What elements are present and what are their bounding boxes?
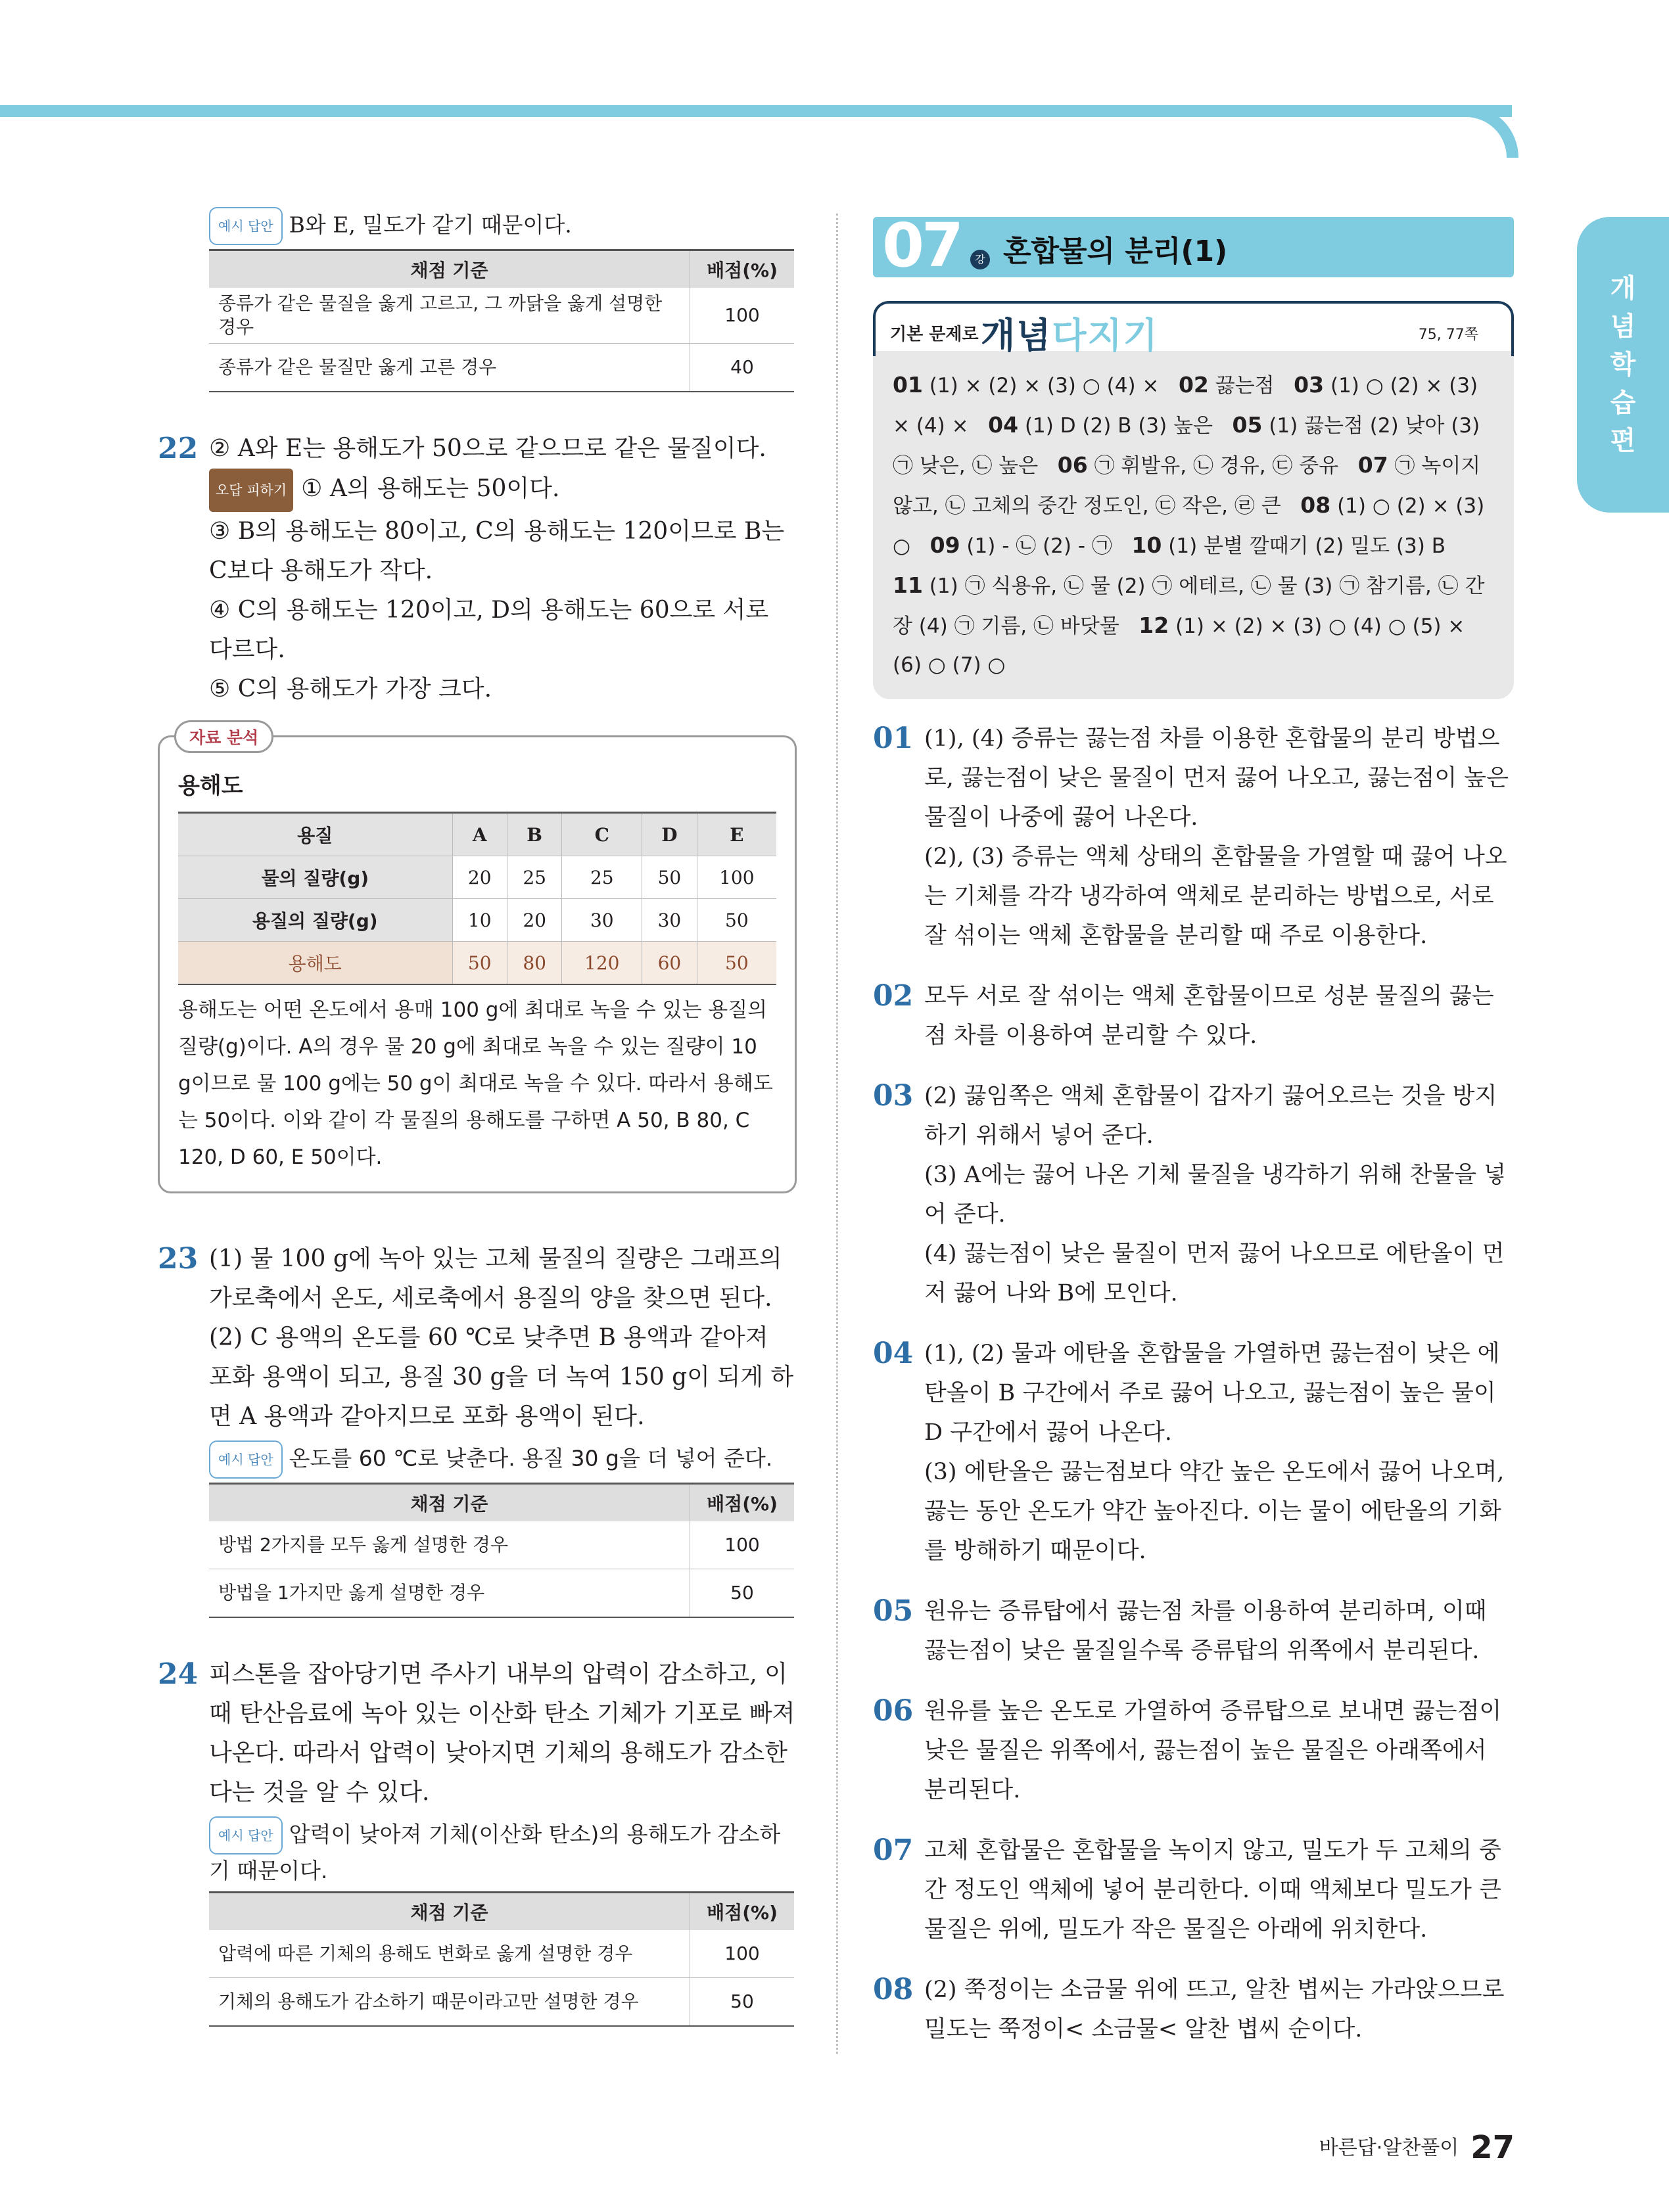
grading-score: 100 [690, 288, 795, 344]
grading-criteria: 압력에 따른 기체의 용해도 변화로 옳게 설명한 경우 [209, 1930, 690, 1978]
q24-example-text: 압력이 낮아져 기체(이산화 탄소)의 용해도가 감소하기 때문이다. [209, 1821, 781, 1883]
basic-answer-number: 11 [893, 572, 923, 598]
answer-line: 원유를 높은 온도로 가열하여 증류탑으로 보내면 끓는점이 낮은 물질은 위쪽에서, 끓는점이 높은 물질은 아래쪽에서 분리된다. [924, 1698, 1502, 1803]
basic-answer-number: 10 [1131, 532, 1162, 558]
answer-08 [873, 1970, 1514, 2049]
answer-03 [873, 1076, 1514, 1313]
basic-logo-b: 다지기 [1052, 315, 1159, 356]
table-cell: 25 [562, 856, 642, 899]
basic-answer-number: 09 [929, 532, 960, 558]
data-analysis-box [158, 728, 797, 1193]
grading-header-criteria: 채점 기준 [209, 1484, 690, 1522]
grading-criteria: 방법을 1가지만 옳게 설명한 경우 [209, 1569, 690, 1618]
table-cell: 30 [642, 899, 697, 942]
answer-line: (2) 끓임쪽은 액체 혼합물이 갑자기 끓어오르는 것을 방지하기 위해서 넣어 준다. [924, 1083, 1497, 1149]
column-divider [836, 214, 838, 2054]
table-cell: 20 [452, 856, 507, 899]
basic-answer-number: 05 [1232, 412, 1263, 438]
grading-criteria: 종류가 같은 물질만 옳게 고른 경우 [209, 344, 690, 392]
basic-answer-text: (1) ㉠ 식용유, ㉡ 물 (2) ㉠ 에테르, ㉡ 물 (3) ㉠ 참기름, ㉡ 간장 (4) ㉠ 기름, ㉡ 바닷물 [893, 574, 1485, 638]
answer-number: 01 [873, 722, 914, 755]
table-header-cell: D [642, 813, 697, 856]
basic-answer-text: (1) - ㉡ (2) - ㉠ [966, 534, 1112, 558]
basic-answer-text: (1) ○ (2) × (3) × (4) × [893, 374, 1478, 438]
grading-header-score: 배점(%) [690, 1893, 795, 1931]
basic-answer-text: (1) 끓는점 (2) 낮아 (3) ㉠ 낮은, ㉡ 높은 [893, 414, 1480, 478]
answer-number: 08 [873, 1973, 914, 2006]
basic-answer-text: (1) 분별 깔때기 (2) 밀도 (3) B [1168, 534, 1446, 558]
grading-header-criteria: 채점 기준 [209, 1893, 690, 1931]
table-cell: 30 [562, 899, 642, 942]
example-badge: 예시 답안 [209, 1440, 283, 1479]
answer-line: (3) A에는 끓어 나온 기체 물질을 냉각하기 위해 찬물을 넣어 준다. [924, 1162, 1506, 1228]
q23-line: (2) C 용액의 온도를 60 ℃로 낮추면 B 용액과 같아져 포화 용액이 되고, 용질 30 g을 더 녹여 150 g이 되게 하면 A 용액과 같아지므로 포화 용액이 된다. [209, 1324, 794, 1430]
question-number: 22 [158, 432, 199, 465]
side-tab-char: 념 [1610, 311, 1636, 342]
side-tab-char: 습 [1610, 388, 1636, 418]
table-cell: 25 [507, 856, 561, 899]
table-header-cell: E [697, 813, 776, 856]
q24-grading-table [209, 1891, 794, 2027]
solubility-table [178, 812, 776, 985]
q23-grading-table [209, 1483, 794, 1618]
question-22 [158, 429, 795, 709]
basic-pages: 75, 77쪽 [1418, 327, 1478, 343]
answer-06 [873, 1692, 1514, 1810]
page-number: 27 [1470, 2129, 1515, 2166]
grading-criteria: 종류가 같은 물질을 옳게 고르고, 그 까닭을 옳게 설명한 경우 [209, 288, 690, 344]
table-cell: 120 [562, 942, 642, 985]
table-cell: 50 [697, 899, 776, 942]
question-24 [158, 1655, 795, 1812]
basic-answer-number: 07 [1357, 452, 1388, 478]
answer-number: 02 [873, 979, 914, 1013]
q24-example [209, 1816, 795, 1887]
answer-04 [873, 1334, 1514, 1571]
basic-answer-text: (1) × (2) × (3) ○ (4) ○ (5) × (6) ○ (7) ○ [893, 614, 1465, 677]
basic-answer-text: (1) × (2) × (3) ○ (4) × [929, 374, 1160, 398]
grading-header-score: 배점(%) [690, 250, 795, 288]
table-header-cell: C [562, 813, 642, 856]
basic-logo [981, 308, 1159, 358]
table-cell: 용질의 질량(g) [178, 899, 452, 942]
grading-criteria: 기체의 용해도가 감소하기 때문이라고만 설명한 경우 [209, 1978, 690, 2027]
question-number: 24 [158, 1657, 199, 1691]
grading-score: 100 [690, 1930, 795, 1978]
section-header [873, 210, 1514, 281]
basic-answer-number: 01 [893, 372, 923, 398]
q22-wrong-line: ① A의 용해도는 50이다. [301, 475, 560, 502]
answer-line: (3) 에탄올은 끓는점보다 약간 높은 온도에서 끓어 나오며, 끓는 동안 온도가 약간 높아진다. 이는 물이 에탄올의 기화를 방해하기 때문이다. [924, 1459, 1505, 1564]
answer-line: (1), (2) 물과 에탄올 혼합물을 가열하면 끓는점이 낮은 에탄올이 B 구간에서 주로 끓어 나오고, 끓는점이 높은 물이 D 구간에서 끓어 나온다. [924, 1341, 1500, 1446]
q21-example-text: B와 E, 밀도가 같기 때문이다. [289, 212, 572, 238]
answer-01 [873, 719, 1514, 956]
basic-answer-text: (1) ○ (2) × (3) ○ [893, 494, 1485, 558]
basic-problems-header [873, 301, 1514, 356]
q22-wrong-line: ⑤ C의 용해도가 가장 크다. [209, 676, 492, 703]
answer-line: 모두 서로 잘 섞이는 액체 혼합물이므로 성분 물질의 끓는점 차를 이용하여 분리할 수 있다. [924, 983, 1494, 1049]
basic-logo-a: 개념 [981, 315, 1052, 356]
grading-score: 50 [690, 1569, 795, 1618]
wrong-avoid-badge: 오답 피하기 [209, 469, 293, 512]
side-tab-char: 학 [1610, 350, 1636, 380]
table-cell: 80 [507, 942, 561, 985]
section-number: 07 [882, 210, 962, 281]
answer-number: 04 [873, 1337, 914, 1370]
grading-score: 50 [690, 1978, 795, 2027]
q22-line: ② A와 E는 용해도가 50으로 같으므로 같은 물질이다. [209, 435, 766, 462]
answer-05 [873, 1592, 1514, 1671]
top-decorative-bar [0, 105, 1512, 117]
answer-line: 고체 혼합물은 혼합물을 녹이지 않고, 밀도가 두 고체의 중간 정도인 액체에 넣어 분리한다. 이때 액체보다 밀도가 큰 물질은 위에, 밀도가 작은 물질은 아래에 위치한다. [924, 1837, 1501, 1943]
q21-example [209, 207, 795, 245]
q22-wrong-line: ④ C의 용해도는 120이고, D의 용해도는 60으로 서로 다르다. [209, 597, 769, 663]
answer-07 [873, 1831, 1514, 1949]
right-column [873, 210, 1514, 2049]
answer-line: (2), (3) 증류는 액체 상태의 혼합물을 가열할 때 끓어 나오는 기체를 각각 냉각하여 액체로 분리하는 방법으로, 서로 잘 섞이는 액체 혼합물을 분리할 때 주로 이용한다. [924, 844, 1507, 949]
answer-number: 06 [873, 1694, 914, 1728]
answer-02 [873, 977, 1514, 1055]
q23-example [209, 1440, 795, 1479]
q23-example-text: 온도를 60 ℃로 낮춘다. 용질 30 g을 더 넣어 준다. [289, 1445, 773, 1471]
basic-answer-number: 02 [1178, 372, 1209, 398]
table-cell: 20 [507, 899, 561, 942]
answer-number: 05 [873, 1594, 914, 1628]
analysis-label: 자료 분석 [174, 720, 273, 753]
basic-answer-text: ㉠ 녹이지 않고, ㉡ 고체의 중간 정도인, ㉢ 작은, ㉣ 큰 [893, 454, 1481, 518]
answer-line: (2) 쭉정이는 소금물 위에 뜨고, 알찬 볍씨는 가라앉으므로 밀도는 쭉정이< 소금물< 알찬 볍씨 순이다. [924, 1977, 1505, 2042]
basic-answer-text: ㉠ 휘발유, ㉡ 경유, ㉢ 중유 [1094, 454, 1339, 478]
side-tab [1577, 217, 1669, 513]
q23-line: (1) 물 100 g에 녹아 있는 고체 물질의 질량은 그래프의 가로축에서 온도, 세로축에서 용질의 양을 찾으면 된다. [209, 1245, 782, 1312]
grading-header-score: 배점(%) [690, 1484, 795, 1522]
q24-text: 피스톤을 잡아당기면 주사기 내부의 압력이 감소하고, 이때 탄산음료에 녹아 있는 이산화 탄소 기체가 기포로 빠져나온다. 따라서 압력이 낮아지면 기체의 용해도가 감소한다는 것을 알 수 있다. [209, 1661, 795, 1806]
basic-answer-text: (1) D (2) B (3) 높은 [1024, 414, 1213, 438]
table-header-cell: A [452, 813, 507, 856]
table-cell: 60 [642, 942, 697, 985]
example-badge: 예시 답안 [209, 207, 283, 245]
basic-label: 기본 문제로 [890, 325, 979, 344]
footer-label: 바른답·알찬풀이 [1319, 2136, 1459, 2159]
grading-score: 100 [690, 1521, 795, 1569]
answer-line: (1), (4) 증류는 끓는점 차를 이용한 혼합물의 분리 방법으로, 끓는점이 낮은 물질이 먼저 끓어 나오고, 끓는점이 높은 물질이 나중에 끓어 나온다. [924, 726, 1509, 831]
section-gang-badge: 강 [970, 250, 990, 269]
grading-criteria: 방법 2가지를 모두 옳게 설명한 경우 [209, 1521, 690, 1569]
answer-number: 03 [873, 1079, 914, 1113]
basic-answer-number: 06 [1057, 452, 1088, 478]
table-cell: 50 [697, 942, 776, 985]
basic-answer-number: 03 [1294, 372, 1325, 398]
page-footer [1319, 2129, 1515, 2166]
table-cell: 50 [642, 856, 697, 899]
basic-answer-text: 끓는점 [1215, 374, 1275, 398]
table-header-cell: 용질 [178, 813, 452, 856]
table-cell: 100 [697, 856, 776, 899]
example-badge: 예시 답안 [209, 1816, 283, 1855]
left-column [158, 207, 795, 2027]
q21-grading-table [209, 249, 794, 392]
table-header-cell: B [507, 813, 561, 856]
basic-answer-number: 04 [988, 412, 1019, 438]
answer-line: (4) 끓는점이 낮은 물질이 먼저 끓어 나오므로 에탄올이 먼저 끓어 나와 B에 모인다. [924, 1241, 1505, 1306]
side-tab-char: 개 [1610, 273, 1636, 304]
table-cell: 50 [452, 942, 507, 985]
basic-answer-number: 08 [1300, 492, 1331, 518]
q22-wrong-line: ③ B의 용해도는 80이고, C의 용해도는 120이므로 B는 C보다 용해도가 작다. [209, 518, 785, 584]
grading-score: 40 [690, 344, 795, 392]
analysis-title: 용해도 [178, 773, 243, 799]
basic-answers-box [873, 351, 1514, 699]
table-cell: 용해도 [178, 942, 452, 985]
grading-header-criteria: 채점 기준 [209, 250, 690, 288]
table-cell: 10 [452, 899, 507, 942]
section-title: 혼합물의 분리(1) [1003, 235, 1228, 268]
side-tab-char: 편 [1610, 426, 1636, 456]
question-23 [158, 1239, 795, 1437]
basic-answer-number: 12 [1139, 612, 1169, 638]
answer-number: 07 [873, 1833, 914, 1867]
answer-line: 원유는 증류탑에서 끓는점 차를 이용하여 분리하며, 이때 끓는점이 낮은 물질일수록 증류탑의 위쪽에서 분리된다. [924, 1598, 1487, 1664]
analysis-text: 용해도는 어떤 온도에서 용매 100 g에 최대로 녹을 수 있는 용질의 질량(g)이다. A의 경우 물 20 g에 최대로 녹을 수 있는 질량이 10 g이므로 물 100 g에는 50 g이 최대로 녹을 수 있다. 따라서 용해도는 50이다. 이와 같이 각 물질의 용해도를 구하면 A 50, B 80, C 120, D 60, E 50이다. [178, 998, 773, 1169]
table-cell: 물의 질량(g) [178, 856, 452, 899]
question-number: 23 [158, 1242, 199, 1276]
